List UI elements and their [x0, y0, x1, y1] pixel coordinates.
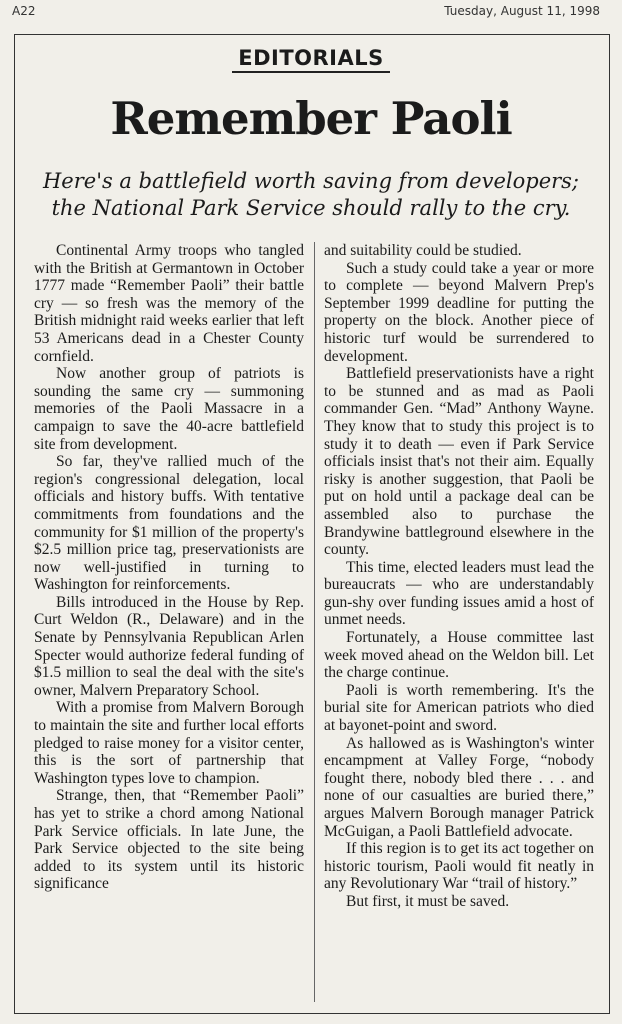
article-body [34, 242, 594, 1012]
paragraph: Strange, then, that “Remember Paoli” has yet to strike a chord among National Park Service officials. In late June, the Park Service objected to the site being added to its system until its historic significance [34, 787, 304, 893]
paragraph: Battlefield preservationists have a right to be stunned and as mad as Paoli commander Gen. “Mad” Anthony Wayne. They know that to study this project is to study it to death — even if Park Service officials insist that's not their aim. Equally risky is another suggestion, that Paoli be put on hold until a package deal can be assembled also to purchase the Brandywine battleground elsewhere in the county. [324, 365, 594, 559]
headline: Remember Paoli [110, 92, 512, 145]
paragraph: So far, they've rallied much of the region's congressional delegation, local officials and history buffs. With tentative commitments from foundations and the community for $1 million of the property's $2.5 million price tag, preservationists are now well-justified in turning to Washington for reinforcements. [34, 453, 304, 594]
paragraph: With a promise from Malvern Borough to maintain the site and further local efforts pledged to raise money for a visitor center, this is the sort of partnership that Washington types love to champion. [34, 699, 304, 787]
paragraph: Now another group of patriots is sounding the same cry — summoning memories of the Paoli Massacre in a campaign to save the 40-acre battlefield site from development. [34, 365, 304, 453]
paragraph: Bills introduced in the House by Rep. Curt Weldon (R., Delaware) and in the Senate by Pennsylvania Republican Arlen Specter would authorize federal funding of $1.5 million to seal the deal with the site's owner, Malvern Preparatory School. [34, 593, 304, 699]
dek-line-1: Here's a battlefield worth saving from developers; [42, 169, 580, 193]
paragraph: Such a study could take a year or more to complete — beyond Malvern Prep's September 1999 deadline for putting the property on the block. Another piece of historic turf would be surrendered to development. [324, 259, 594, 365]
page-folio [12, 4, 600, 24]
issue-date: Tuesday, August 11, 1998 [444, 4, 600, 18]
dek-line-2: the National Park Service should rally to the cry. [51, 196, 571, 220]
paragraph: As hallowed as is Washington's winter encampment at Valley Forge, “nobody fought there, nobody bled there . . . and none of our casualties are buried there,” argues Malvern Borough manager Patrick McGuigan, a Paoli Battlefield advocate. [324, 734, 594, 840]
right-column [324, 242, 594, 911]
paragraph: If this region is to get its act together on historic tourism, Paoli would fit neatly in any Revolutionary War “trail of history.” [324, 840, 594, 893]
paragraph: This time, elected leaders must lead the bureaucrats — who are understandably gun-shy over funding issues amid a host of unmet needs. [324, 558, 594, 629]
column-divider [314, 242, 315, 1002]
dek [0, 168, 622, 222]
paragraph: Continental Army troops who tangled with the British at Germantown in October 1777 made “Remember Paoli” their battle cry — so fresh was the memory of the British midnight raid weeks earlier that left 53 Americans dead in a Chester County cornfield. [34, 242, 304, 365]
paragraph: Paoli is worth remembering. It's the burial site for American patriots who died at bayonet-point and sword. [324, 681, 594, 735]
left-column [34, 242, 304, 893]
paragraph: But first, it must be saved. [346, 892, 510, 910]
paragraph-continued: and suitability could be studied. [324, 242, 522, 259]
section-title: EDITORIALS [232, 46, 390, 73]
paragraph: Fortunately, a House committee last week moved ahead on the Weldon bill. Let the charge continue. [324, 629, 594, 682]
section-label [0, 46, 622, 73]
page-number: A22 [12, 4, 36, 18]
